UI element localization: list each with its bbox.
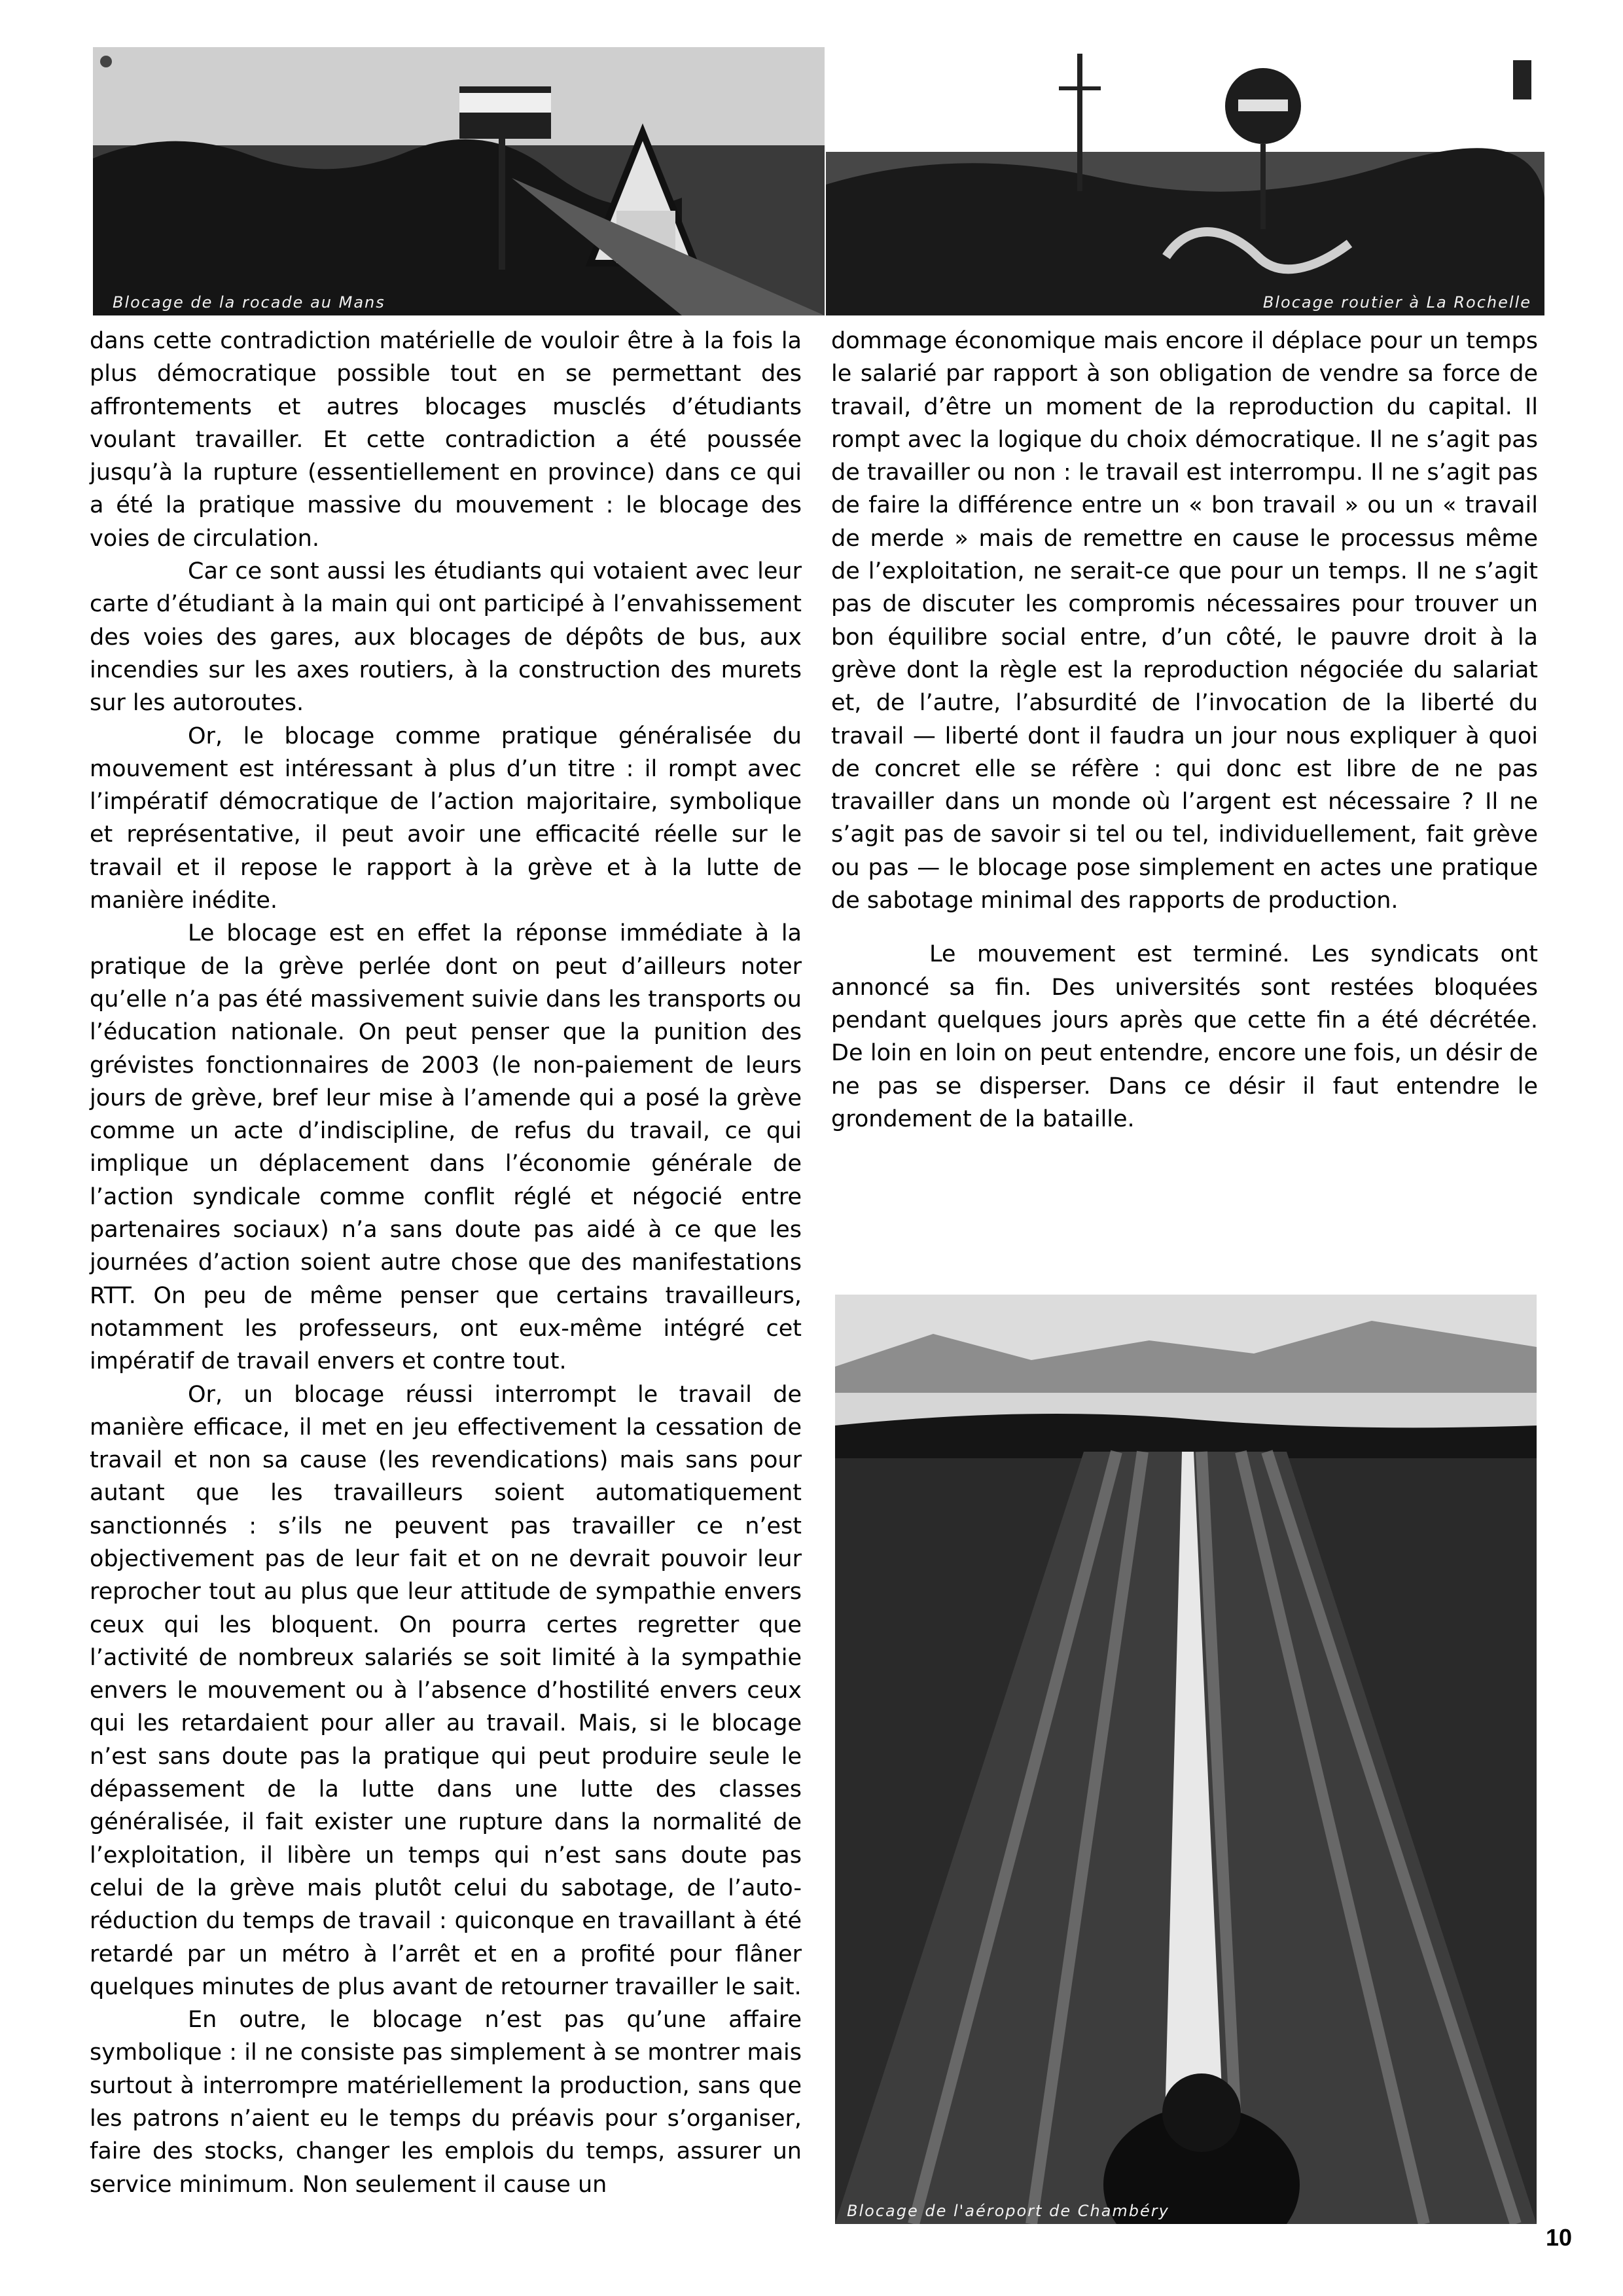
crowd-road-image [93,47,825,315]
paragraph: Le mouvement est terminé. Les syndicats ont annoncé sa fin. Des universités sont restées bloquées pendant quelques jours après que cette fin a été décrétée. De loin en loin on peut entendre, encore une fois, un désir de ne pas se disperser. Dans ce désir il faut entendre le grondement de la bataille. [831,941,1538,1132]
page-number: 10 [1545,2224,1572,2251]
paragraph: Or, le blocage comme pratique généralisée du mouvement est intéressant à plus d’un titre : il rompt avec l’impératif démocratique de l’action majoritaire, symbolique et représentative, il peut avoir une efficacité réelle sur le travail et il repose le rapport à la grève et à la lutte de manière inédite. [90,723,802,914]
paragraph: Car ce sont aussi les étudiants qui votaient avec leur carte d’étudiant à la main qui ont participé à l’envahissement des voies des gares, aux blocages de dépôts de bus, aux incendies sur les axes routiers, à la construction des murets sur les autoroutes. [90,558,802,717]
photo-aeroport-chambery [835,1295,1537,2224]
photo-caption: Blocage routier à La Rochelle [1262,293,1531,312]
photo-caption: Blocage de la rocade au Mans [113,293,385,312]
paragraph: dommage économique mais encore il déplace pour un temps le salarié par rapport à son obligation de vendre sa force de travail, d’être un moment de la reproduction du capital. Il rompt avec la logique du choix démocratique. Il ne s’agit pas de travailler ou non : le travail est interrompu. Il ne s’agit pas de faire la différence entre un « bon travail » ou un « travail de merde » mais de remettre en cause le processus même de l’exploitation, ne serait-ce que pour un temps. Il ne s’agit pas de discuter les compromis nécessaires pour trouver un bon équilibre social entre, d’un côté, le pauvre droit à la grève dont la règle est la reproduction négociée du salariat et, de l’autre, l’absurdité de l’invocation de la liberté du travail — liberté dont il faudra un jour nous expliquer à quoi de concret elle se réfère : qui donc est libre de ne pas travailler dans un monde où l’argent est nécessaire ? Il ne s’agit pas de savoir si tel ou tel, individuellement, fait grève ou pas — le blocage pose simplement en actes une pratique de sabotage minimal des rapports de production. [831,328,1538,914]
photo-caption: Blocage de l'aéroport de Chambéry [847,2202,1169,2220]
paragraph: Le blocage est en effet la réponse immédiate à la pratique de la grève perlée dont on peut d’ailleurs noter qu’elle n’a pas été massivement suivie dans les transports ou l’éducation nationale. On peut penser que la punition des grévistes fonctionnaires de 2003 (le non-paiement de leurs jours de grève, bref leur mise à l’amende qui a posé la grève comme un acte d’indiscipline, de refus du travail, ce qui implique un déplacement dans l’économie générale de l’action syndicale comme conflit réglé et négocié entre partenaires sociaux) n’a sans doute pas aidé à ce que les journées d’action soient autre chose que des manifestations RTT. On peu de même penser que certains travailleurs, notamment les professeurs, ont eux-même intégré cet impératif de travail envers et contre tout. [90,920,802,1375]
right-column [831,325,1538,1136]
photo-rocade-le-mans [93,47,825,315]
left-column [90,325,802,2201]
road-block-image [826,47,1544,315]
airport-runway-image [835,1295,1537,2224]
paragraph: dans cette contradiction matérielle de vouloir être à la fois la plus démocratique possible tout en se permettant des affrontements et autres blocages musclés d’étudiants voulant travailler. Et cette contradiction a été poussée jusqu’à la rupture (essentiellement en province) dans ce qui a été la pratique massive du mouvement : le blocage des voies de circulation. [90,328,802,552]
paragraph: En outre, le blocage n’est pas qu’une affaire symbolique : il ne consiste pas simplement à se montrer mais surtout à interrompre matériellement la production, sans que les patrons n’aient eu le temps du préavis pour s’organiser, faire des stocks, changer les emplois du temps, assurer un service minimum. Non seulement il cause un [90,2007,802,2198]
photo-la-rochelle [826,47,1544,315]
paragraph: Or, un blocage réussi interrompt le travail de manière efficace, il met en jeu effectivement la cessation de travail et non sa cause (les revendications) mais sans pour autant que les travailleurs soient automatiquement sanctionnés : s’ils ne peuvent pas travailler ce n’est objectivement pas de leur fait et on ne devrait pouvoir leur reprocher tout au plus que leur attitude de sympathie envers ceux qui les bloquent. On pourra certes regretter que l’activité de nombreux salariés se soit limité à la sympathie envers le mouvement ou à l’absence d’hostilité envers ceux qui les retardaient pour aller au travail. Mais, si le blocage n’est sans doute pas la pratique qui peut produire seule le dépassement de la lutte dans une lutte des classes généralisée, il fait exister une rupture dans la normalité de l’exploitation, il libère un temps qui n’est sans doute pas celui de la grève mais plutôt celui du sabotage, de l’auto-réduction du temps de travail : quiconque en travaillant à été retardé par un métro à l’arrêt et en a profité pour flâner quelques minutes de plus avant de retourner travailler le sait. [90,1381,802,2000]
